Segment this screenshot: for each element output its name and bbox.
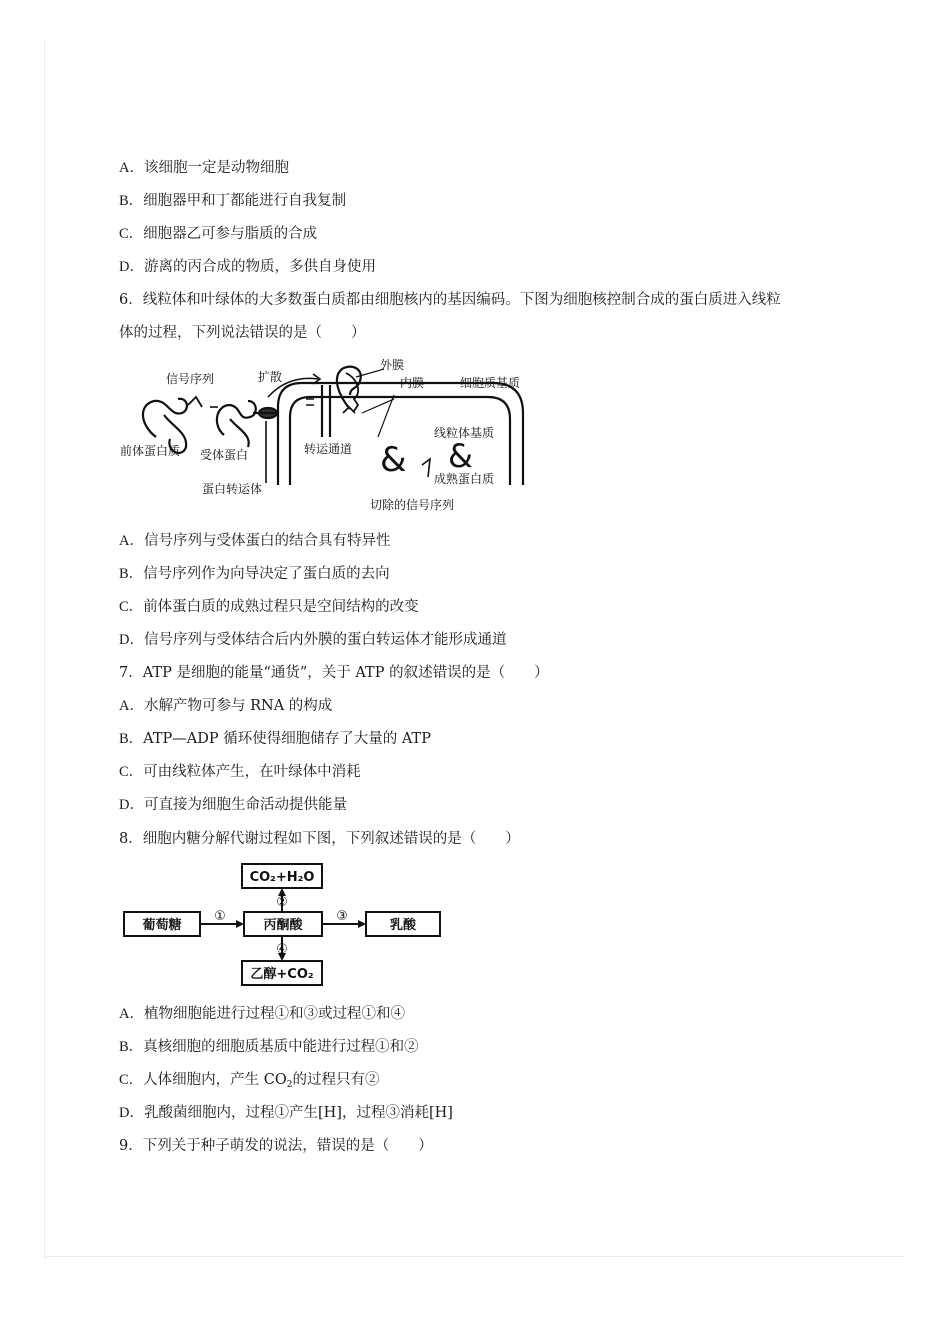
label-cleaved-signal: 切除的信号序列 — [370, 498, 455, 512]
label-precursor: 前体蛋白质 — [120, 444, 181, 458]
label-cytoplasm-matrix: 细胞质基质 — [460, 376, 521, 390]
receptor-bound-protein — [217, 401, 256, 447]
label-outer-membrane: 外膜 — [380, 358, 405, 372]
box-pyruvate: 丙酮酸 — [263, 918, 303, 933]
q9-stem: 9．下列关于种子萌发的说法，错误的是（ ） — [119, 1138, 433, 1154]
box-co2-h2o: CO₂+H₂O — [249, 870, 315, 885]
box-ethanol-co2: 乙醇+CO₂ — [250, 967, 314, 982]
q6-option-c: C．前体蛋白质的成熟过程只是空间结构的改变 — [119, 599, 419, 615]
q6-option-a: A．信号序列与受体蛋白的结合具有特异性 — [119, 533, 391, 549]
q7-option-b: B．ATP—ADP 循环使得细胞储存了大量的 ATP — [119, 731, 431, 747]
q7-stem: 7．ATP 是细胞的能量“通货”，关于 ATP 的叙述错误的是（ ） — [119, 665, 549, 681]
step-3-label: ③ — [336, 909, 348, 924]
q6-option-b: B．信号序列作为向导决定了蛋白质的去向 — [119, 566, 390, 582]
box-glucose: 葡萄糖 — [142, 918, 182, 933]
q8-stem: 8．细胞内糖分解代谢过程如下图，下列叙述错误的是（ ） — [119, 831, 520, 847]
q6-stem-line1: 6．线粒体和叶绿体的大多数蛋白质都由细胞核内的基因编码。下图为细胞核控制合成的蛋白质进入线粒 — [119, 292, 781, 308]
label-signal-seq: 信号序列 — [166, 372, 215, 386]
q8-option-b: B．真核细胞的细胞质基质中能进行过程①和② — [119, 1039, 419, 1055]
scan-edge-bottom — [44, 1256, 904, 1257]
label-transporter: 蛋白转运体 — [202, 482, 263, 496]
step-4-label: ④ — [276, 942, 288, 957]
mature-protein-glyph-2: & — [448, 437, 473, 475]
step-2-label: ② — [276, 895, 288, 910]
mature-protein-glyph-1: & — [380, 440, 407, 480]
label-mito-matrix: 线粒体基质 — [434, 426, 495, 440]
q8-option-c: C．人体细胞内，产生 $CO_2$的过程只有② — [119, 1072, 380, 1090]
label-mature: 成熟蛋白质 — [434, 472, 495, 486]
glucose-metabolism-diagram — [118, 860, 448, 990]
scan-edge-left — [44, 40, 45, 1260]
q5-option-c: C．细胞器乙可参与脂质的合成 — [119, 226, 318, 242]
box-lactic: 乳酸 — [389, 918, 417, 933]
label-channel: 转运通道 — [304, 442, 353, 456]
step-1-label: ① — [214, 909, 226, 924]
q5-option-b: B．细胞器甲和丁都能进行自我复制 — [119, 193, 347, 209]
mitochondria-import-figure — [118, 355, 538, 520]
q6-option-d: D．信号序列与受体结合后内外膜的蛋白转运体才能形成通道 — [119, 632, 507, 648]
q7-option-a: A．水解产物可参与 RNA 的构成 — [119, 698, 333, 714]
q7-option-c: C．可由线粒体产生，在叶绿体中消耗 — [119, 764, 361, 780]
q6-stem-line2: 体的过程，下列说法错误的是（ ） — [119, 325, 366, 341]
label-diffusion: 扩散 — [258, 370, 283, 384]
q5-option-a: A．该细胞一定是动物细胞 — [119, 160, 289, 176]
q8-option-a: A．植物细胞能进行过程①和③或过程①和④ — [119, 1006, 405, 1022]
label-inner-membrane: 内膜 — [400, 376, 425, 390]
q5-option-d: D．游离的丙合成的物质，多供自身使用 — [119, 259, 376, 275]
q8-option-d: D．乳酸菌细胞内，过程①产生[H]，过程③消耗[H] — [119, 1105, 453, 1121]
label-receptor: 受体蛋白 — [200, 448, 249, 462]
q7-option-d: D．可直接为细胞生命活动提供能量 — [119, 797, 347, 813]
